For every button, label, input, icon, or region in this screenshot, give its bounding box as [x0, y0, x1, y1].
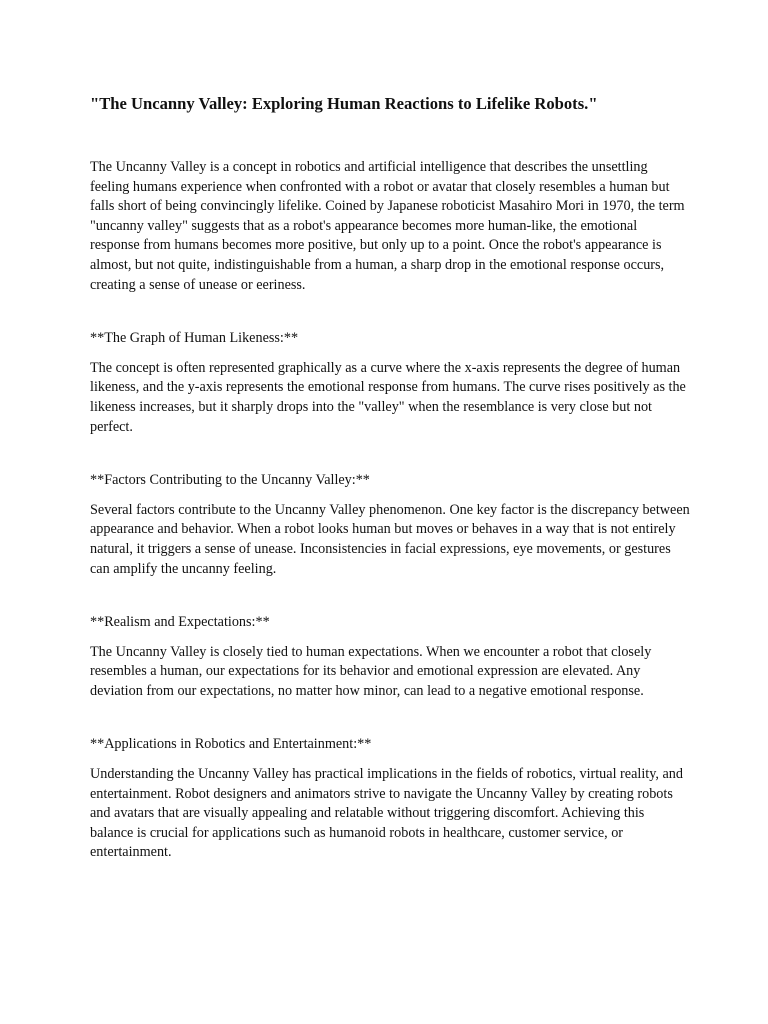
- section-contributing-factors: [90, 471, 690, 579]
- section-heading: **Factors Contributing to the Uncanny Valley:**: [90, 472, 370, 489]
- section-body: Several factors contribute to the Uncanny Valley phenomenon. One key factor is the discrepancy between appearance and behavior. When a robot looks human but moves or behaves in a way that is not entirely natural, it triggers a sense of unease. Inconsistencies in facial expressions, eye movements, or gestures can amplify the uncanny feeling.: [90, 501, 690, 577]
- section-heading: **Applications in Robotics and Entertainment:**: [90, 736, 372, 753]
- intro-paragraph: The Uncanny Valley is a concept in robotics and artificial intelligence that describes the unsettling feeling humans experience when confronted with a robot or avatar that closely resembles a human but falls short of being convincingly lifelike. Coined by Japanese roboticist Masahiro Mori in 1970, the term "uncanny valley" suggests that as a robot's appearance becomes more human-like, the emotional response from humans becomes more positive, but only up to a point. Once the robot's appearance is almost, but not quite, indistinguishable from a human, a sharp drop in the emotional response occurs, creating a sense of unease or eeriness.: [90, 159, 685, 293]
- section-realism-and-expectations: [90, 613, 690, 701]
- section-body: The concept is often represented graphically as a curve where the x-axis represents the degree of human likeness, and the y-axis represents the emotional response from humans. The curve rises positively as the likeness increases, but it sharply drops into the "valley" when the resemblance is very close but not perfect.: [90, 359, 686, 435]
- section-heading: **The Graph of Human Likeness:**: [90, 330, 299, 347]
- section-heading: **Realism and Expectations:**: [90, 614, 270, 631]
- section-body: Understanding the Uncanny Valley has practical implications in the fields of robotics, virtual reality, and entertainment. Robot designers and animators strive to navigate the Uncanny Valley by creating robots and avatars that are visually appealing and relatable without triggering discomfort. Achieving this balance is crucial for applications such as humanoid robots in healthcare, customer service, or entertainment.: [90, 766, 683, 861]
- document-content: [90, 94, 690, 863]
- section-graph-of-human-likeness: [90, 329, 690, 437]
- section-applications: [90, 735, 690, 863]
- section-body: The Uncanny Valley is closely tied to human expectations. When we encounter a robot that closely resembles a human, our expectations for its behavior and emotional expression are elevated. Any deviation from our expectations, no matter how minor, can lead to a negative emotional response.: [90, 643, 652, 699]
- document-title: "The Uncanny Valley: Exploring Human Reactions to Lifelike Robots.": [90, 94, 598, 113]
